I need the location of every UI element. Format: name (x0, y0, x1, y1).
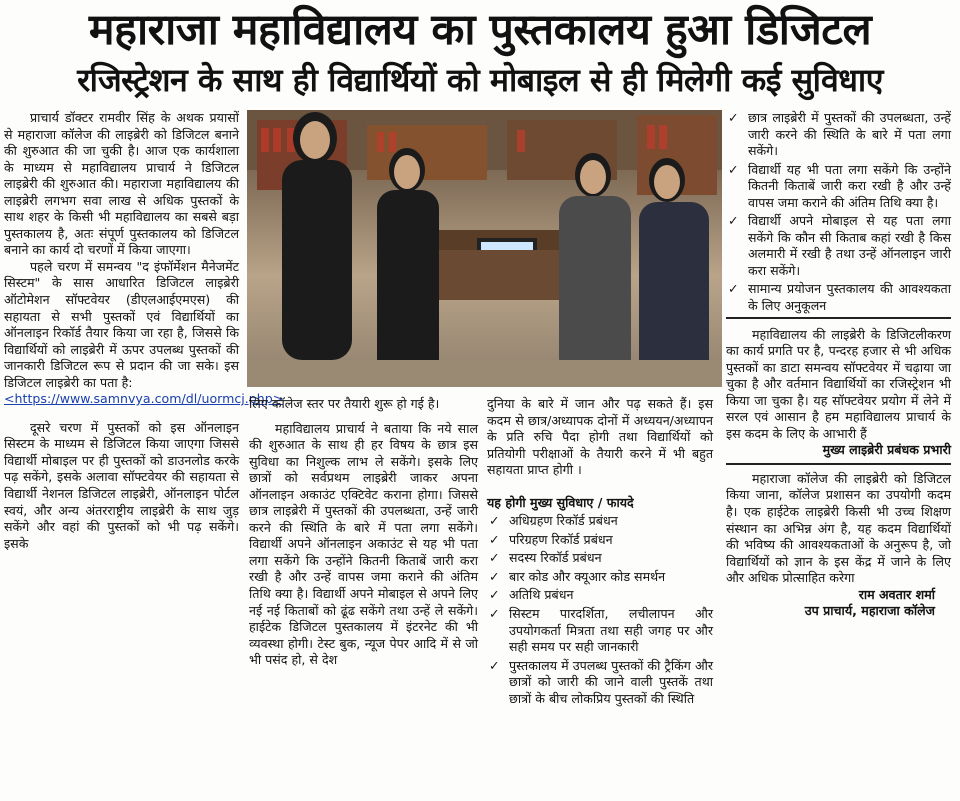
benefit-text: सिस्टम पारदर्शिता, लचीलापन और उपयोगकर्ता मित्रता तथा सही जगह पर और सही समय पर सही जानकारी (509, 606, 713, 655)
student-features-list (726, 110, 951, 315)
benefit-item (487, 513, 713, 530)
col2-paragraph-2: महाविद्यालय प्राचार्य ने बताया कि नये साल की शुरुआत के साथ ही हर विषय के छात्र इस सुविधा का निशुल्क लाभ ले सकेंगे। इसके लिए छात्रों को सर्वप्रथम लाइब्रेरी जाकर अपना ऑनलाइन अकाउंट एक्टिवेट कराना होगा। जिससे छात्र लाइब्रेरी में पुस्तकों की उपलब्धता, उन्हें जारी करने की स्थिति के बारे में पता लगा सकेंगे। विद्यार्थी अपने ऑनलाइन अकाउंट से यह भी पता लगा सकेंगे कि उन्होंने कितनी किताबें जारी करा रखी है और उन्हें वापस जमा कराने की अंतिम तिथि क्या है। विद्यार्थी अपने मोबाइल से अपने लिए नई नई किताबों को ढूंढ सकेंगे तथा उन्हें ले सकेंगे। हाईटेक डिजिटल पुस्तकालय में इंटरनेट की भी व्यवस्था होगी। टेस्ट बुक, न्यूज पेपर आदि में से जो भी पसंद हो, से देश (249, 420, 478, 668)
col1-link-line (4, 391, 284, 408)
signature-title: उप प्राचार्य, महाराजा कॉलेज (804, 603, 935, 619)
digital-library-link[interactable]: <https://www.samnvya.com/dl/uormcj.php> (4, 391, 284, 407)
check-icon: ✓ (728, 110, 739, 125)
benefit-text: अधिग्रहण रिकॉर्ड प्रबंधन (509, 513, 618, 529)
feature-text: छात्र लाइब्रेरी में पुस्तकों की उपलब्धता, उन्हें जारी करने की स्थिति के बारे में पता लगा सकेंगे। (748, 110, 951, 159)
check-icon: ✓ (489, 606, 500, 622)
article-column-4 (726, 110, 951, 800)
benefit-text: परिग्रहण रिकॉर्ड प्रबंधन (509, 531, 613, 547)
feature-text: विद्यार्थी यह भी पता लगा सकेंगे कि उन्होंने कितनी किताबें जारी करा रखी है और उन्हें वापस जमा कराने की अंतिम तिथि क्या है। (748, 161, 951, 210)
feature-item (726, 281, 951, 314)
benefit-text: पुस्तकालय में उपलब्ध पुस्तकों की ट्रैकिंग और छात्रों को जारी की जाने वाली पुस्तकें तथा छात्रों के बीच लोकप्रिय पुस्तकों की स्थिति (509, 657, 713, 706)
check-icon: ✓ (489, 587, 500, 603)
article-column-2 (249, 396, 478, 800)
benefit-item (487, 587, 713, 604)
col1-paragraph-3: दूसरे चरण में पुस्तकों को इस ऑनलाइन सिस्टम के माध्यम से डिजिटल किया जाएगा जिससे विद्यार्थी मोबाइल पर ही पुस्तकों को डाउनलोड करके पढ़ सकेंगे, इसके अलावा सॉफ्टवेयर की सहायता से विद्यार्थी नेशनल डिजिटल लाइब्रेरी, ऑनलाइन पोर्टल स्वयं, और अन्य अंतरराष्ट्रीय लाइब्रेरी के साथ जुड़ सकेंगे और वहां की पुस्तकों को भी पढ़ सकेंगे। इसके (4, 419, 239, 551)
benefit-item (487, 550, 713, 567)
signature-librarian: मुख्य लाइब्रेरी प्रबंधक प्रभारी (822, 442, 951, 458)
benefit-item (487, 532, 713, 549)
group-photo-illustration (247, 110, 722, 387)
feature-text: विद्यार्थी अपने मोबाइल से यह पता लगा सकेंगे कि कौन सी किताब कहां रखी है किस अलमारी में रखी है तथा उन्हें ऑनलाइन जारी करा सकेंगे। (748, 213, 951, 278)
article-column-3 (487, 396, 713, 800)
check-icon: ✓ (489, 568, 500, 584)
article-column-1 (4, 110, 284, 800)
check-icon: ✓ (728, 213, 739, 229)
feature-text: सामान्य प्रयोजन पुस्तकालय की आवश्यकता के लिए अनुकूलन (748, 281, 951, 314)
benefit-item (487, 606, 713, 656)
check-icon: ✓ (728, 161, 739, 177)
benefit-item (487, 658, 713, 708)
section-divider-1 (726, 317, 951, 319)
benefit-text: बार कोड और क्यूआर कोड समर्थन (509, 568, 666, 584)
benefit-item (487, 569, 713, 586)
benefit-text: सदस्य रिकॉर्ड प्रबंधन (509, 550, 602, 566)
benefit-text: अतिथि प्रबंधन (509, 587, 574, 603)
col1-paragraph-1: प्राचार्य डॉक्टर रामवीर सिंह के अथक प्रयासों से महाराजा कॉलेज की लाइब्रेरी को डिजिटल बनाने की शुरुआत की जा चुकी है। आज एक कार्यशाला के माध्यम से महाविद्यालय प्राचार्य ने डिजिटल लाइब्रेरी की शुरुआत की। महाराजा महाविद्यालय की लाइब्रेरी लगभग सवा लाख से अधिक पुस्तकों के साथ शहर के किसी भी महाविद्यालय का सबसे बड़ा पुस्तकालय है, अतः संपूर्ण पुस्तकालय को डिजिटल बनाने का कार्य दो चरणों में किया जाएगा। (4, 110, 239, 258)
col2-paragraph-1: लिए कॉलेज स्तर पर तैयारी शुरू हो गई है। (249, 396, 440, 411)
feature-item (726, 213, 951, 279)
col4-paragraph-2: महाराजा कॉलेज की लाइब्रेरी को डिजिटल किया जाना, कॉलेज प्रशासन का उपयोगी कदम है। एक हाईटेक लाइब्रेरी किसी भी उच्च शिक्षण संस्थान का अभिन्न अंग है, यह कदम विद्यार्थियों की भविष्य की आवश्यकताओं के अनुरूप है, जो विद्यार्थियों को ज्ञान के इस केंद्र में जाने के लिए और अधिक प्रोत्साहित करेगा (726, 470, 951, 586)
check-icon: ✓ (489, 513, 500, 529)
check-icon: ✓ (489, 531, 500, 547)
benefits-heading: यह होगी मुख्य सुविधाए / फायदे (487, 494, 634, 510)
section-divider-2 (726, 463, 951, 465)
signature-name: राम अवतार शर्मा (858, 586, 935, 602)
benefits-list (487, 513, 713, 707)
check-icon: ✓ (728, 281, 739, 297)
headline: महाराजा महाविद्यालय का पुस्तकालय हुआ डिजिटल (88, 5, 872, 55)
check-icon: ✓ (489, 657, 500, 673)
feature-item (726, 162, 951, 212)
check-icon: ✓ (489, 550, 500, 566)
group-photo (247, 110, 722, 387)
feature-item (726, 110, 951, 160)
col3-paragraph-1: दुनिया के बारे में जान और पढ़ सकते हैं। इस कदम से छात्र/अध्यापक दोनों में अध्ययन/अध्यापन के प्रति रुचि पैदा होगी तथा विद्यार्थियों को प्रतियोगी परीक्षाओं के तैयारी करने में भी बहुत सहायता प्राप्त होगी । (487, 396, 713, 478)
col4-paragraph-1: महाविद्यालय की लाइब्रेरी के डिजिटलीकरण का कार्य प्रगति पर है, पन्दरह हजार से भी अधिक पुस्तकों का डाटा समन्वय सॉफ्टवेयर में चढ़ाया जा चुका है और वर्तमान विद्यार्थियों का रजिस्ट्रेशन भी किया जा चुका है। यह सॉफ्टवेयर प्रयोग में लेने में सरल एवं आसान है हम महाविद्यालय प्राचार्य के इस कदम के लिए के आभारी हैं (726, 326, 951, 441)
col1-paragraph-2: पहले चरण में समन्वय "द इंफॉर्मेशन मैनेजमेंट सिस्टम" के सास आधारित डिजिटल लाइब्रेरी ऑटोमेशन सॉफ्टवेयर (डीएलआईएमएस) की सहायता से सभी पुस्तकों एवं विद्यार्थियों का ऑनलाइन रिकॉर्ड तैयार किया जा रहा है, जिससे कि विद्यार्थियों को लाइब्रेरी में ऊपर उपलब्ध पुस्तकों की जानकारी डिजिटल रूप से प्रदान की जा सके। इस डिजिटल लाइब्रेरी का पता है: (4, 258, 239, 390)
subheadline: रजिस्ट्रेशन के साथ ही विद्यार्थियों को मोबाइल से ही मिलेगी कई सुविधाए (77, 61, 883, 99)
